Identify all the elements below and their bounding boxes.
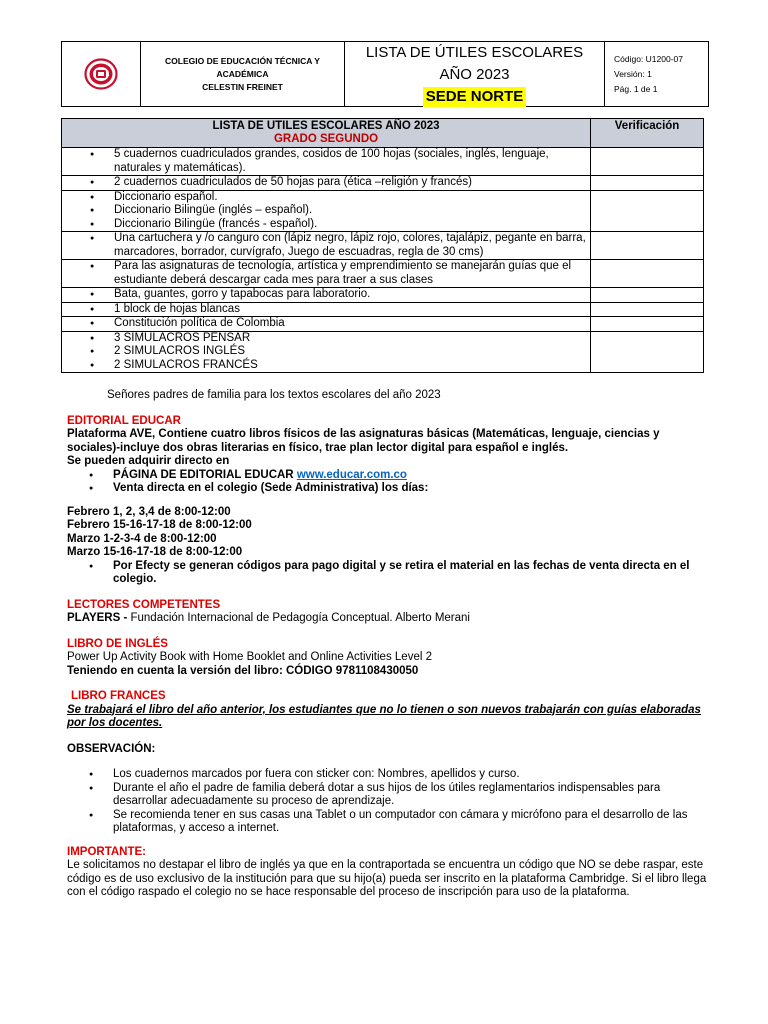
section-title-observacion: OBSERVACIÓN: — [67, 742, 156, 755]
document-page: Pág. 1 de 1 — [614, 83, 658, 94]
frances-text: Se trabajará el libro del año anterior, los estudiantes que no lo tienen o son nuevos trabajarán con guías elaboradas por los docentes. — [67, 703, 701, 729]
table-row — [62, 302, 704, 317]
table-row — [62, 331, 704, 373]
ingles-text: Power Up Activity Book with Home Booklet and Online Activities Level 2 — [67, 651, 432, 663]
supply-cell — [62, 331, 591, 373]
supply-item: ● Constitución política de Colombia — [90, 317, 586, 331]
supply-cell — [62, 288, 591, 303]
section-title-ingles: LIBRO DE INGLÉS — [67, 637, 168, 650]
importante-text: Le solicitamos no destapar el libro de inglés ya que en la contraportada se encuentra un código que NO se debe raspar, este código es de uso exclusivo de la institución para que su hijo(a) pueda ser inscrito en la plataforma Cambridge. Si el libro llega con el código raspado el colegio no se hace responsable del proceso de inscripción para uso de la plataforma. — [67, 859, 707, 898]
document-header — [61, 41, 709, 107]
list-item: ● Por Efecty se generan códigos para pago digital y se retira el material en las fechas de venta directa en el colegio. — [67, 560, 707, 587]
year-line: AÑO 2023 — [439, 65, 510, 83]
section-title-frances: LIBRO FRANCES — [71, 690, 166, 702]
supply-cell — [62, 232, 591, 260]
dates-list — [67, 506, 707, 560]
educar-text: Plataforma AVE, Contiene cuatro libros físicos de las asignaturas básicas (Matemáticas, lenguaje, ciencias y sociales)-incluye dos obras literarias en físico, trae plan lector digital para español e inglés. — [67, 428, 660, 454]
verification-cell[interactable] — [591, 302, 704, 317]
list-item: ● PÁGINA DE EDITORIAL EDUCAR www.educar.com.co — [67, 469, 707, 483]
supply-item: ● 1 block de hojas blancas — [90, 303, 586, 317]
school-crest-icon — [84, 58, 118, 90]
verification-cell[interactable] — [591, 317, 704, 332]
ingles-code: Teniendo en cuenta la versión del libro: CÓDIGO 9781108430050 — [67, 664, 419, 677]
title-line: LISTA DE ÚTILES ESCOLARES — [365, 43, 584, 61]
verification-cell[interactable] — [591, 288, 704, 303]
verification-cell[interactable] — [591, 331, 704, 373]
supply-item: ● 2 SIMULACROS FRANCÉS — [90, 359, 586, 373]
document-code: Código: U1200-07 — [614, 53, 683, 64]
section-title-educar: EDITORIAL EDUCAR — [67, 414, 181, 427]
table-header-title: LISTA DE UTILES ESCOLARES AÑO 2023 GRADO SEGUNDO — [62, 119, 591, 148]
supply-cell — [62, 302, 591, 317]
table-row — [62, 317, 704, 332]
table-row — [62, 288, 704, 303]
supply-cell — [62, 317, 591, 332]
document-code-block — [605, 42, 708, 106]
date-line: Febrero 1, 2, 3,4 de 8:00-12:00 — [67, 505, 231, 518]
supply-item: ● Bata, guantes, gorro y tapabocas para laboratorio. — [90, 288, 586, 302]
players-text: PLAYERS - Fundación Internacional de Pedagogía Conceptual. Alberto Merani — [67, 612, 470, 624]
supply-item: ● Diccionario Bilingüe (francés - español). — [90, 218, 586, 232]
supply-item: ● 2 cuadernos cuadriculados de 50 hojas para (ética –religión y francés) — [90, 176, 586, 190]
table-header-check: Verificación — [591, 119, 704, 148]
table-row — [62, 232, 704, 260]
document-title — [345, 42, 605, 106]
supply-item: ● 2 SIMULACROS INGLÉS — [90, 345, 586, 359]
educar-link[interactable]: www.educar.com.co — [296, 468, 407, 481]
verification-cell[interactable] — [591, 232, 704, 260]
supply-cell — [62, 190, 591, 232]
table-row — [62, 190, 704, 232]
table-row — [62, 148, 704, 176]
table-row — [62, 176, 704, 191]
supply-item: ● 3 SIMULACROS PENSAR — [90, 332, 586, 346]
verification-cell[interactable] — [591, 260, 704, 288]
verification-cell[interactable] — [591, 148, 704, 176]
document-body — [67, 389, 707, 900]
section-title-lectores: LECTORES COMPETENTES — [67, 598, 221, 611]
list-item: ● Se recomienda tener en sus casas una Tablet o un computador con cámara y micrófono para el desarrollo de las plataformas, y acceso a internet. — [67, 809, 707, 836]
verification-cell[interactable] — [591, 190, 704, 232]
section-title-importante: IMPORTANTE: — [67, 845, 147, 858]
document-version: Versión: 1 — [614, 68, 652, 79]
logo-cell — [62, 42, 141, 106]
campus-highlight: SEDE NORTE — [423, 87, 527, 107]
supplies-table — [61, 118, 704, 373]
observation-list — [67, 768, 707, 836]
supply-item: ● Una cartuchera y /o canguro con (lápiz negro, lápiz rojo, colores, tajalápiz, pegante en barra, marcadores, borrador, curvígrafo, Juego de escuadras, regla de 30 cms) — [90, 232, 586, 259]
supply-item: ● Diccionario Bilingüe (inglés – español). — [90, 204, 586, 218]
school-name: COLEGIO DE EDUCACIÓN TÉCNICA Y ACADÉMICA CELESTIN FREINET — [141, 42, 345, 106]
supply-item: ● Para las asignaturas de tecnología, artística y emprendimiento se manejarán guías que el estudiante deberá descargar cada mes para traer a sus clases — [90, 260, 586, 287]
supply-cell — [62, 260, 591, 288]
supply-item: ● Diccionario español. — [90, 191, 586, 205]
list-item: ● Durante el año el padre de familia deberá dotar a sus hijos de los útiles reglamentarios indispensables para desarrollar adecuadamente su proceso de aprendizaje. — [67, 782, 707, 809]
list-item: ● Los cuadernos marcados por fuera con sticker con: Nombres, apellidos y curso. — [67, 768, 707, 782]
supply-cell — [62, 148, 591, 176]
verification-cell[interactable] — [591, 176, 704, 191]
supply-item: ● 5 cuadernos cuadriculados grandes, cosidos de 100 hojas (sociales, inglés, lenguaje, naturales y matemáticas). — [90, 148, 586, 175]
list-item: ● Venta directa en el colegio (Sede Administrativa) los días: — [67, 482, 707, 496]
date-line: Marzo 15-16-17-18 de 8:00-12:00 — [67, 546, 243, 558]
supply-cell — [62, 176, 591, 191]
educar-text-2: Se pueden adquirir directo en — [67, 455, 230, 467]
date-line: Marzo 1-2-3-4 de 8:00-12:00 — [67, 532, 217, 545]
date-line: Febrero 15-16-17-18 de 8:00-12:00 — [67, 519, 252, 531]
intro-text: Señores padres de familia para los textos escolares del año 2023 — [107, 389, 441, 401]
table-row — [62, 260, 704, 288]
grade-label: GRADO SEGUNDO — [273, 133, 379, 145]
